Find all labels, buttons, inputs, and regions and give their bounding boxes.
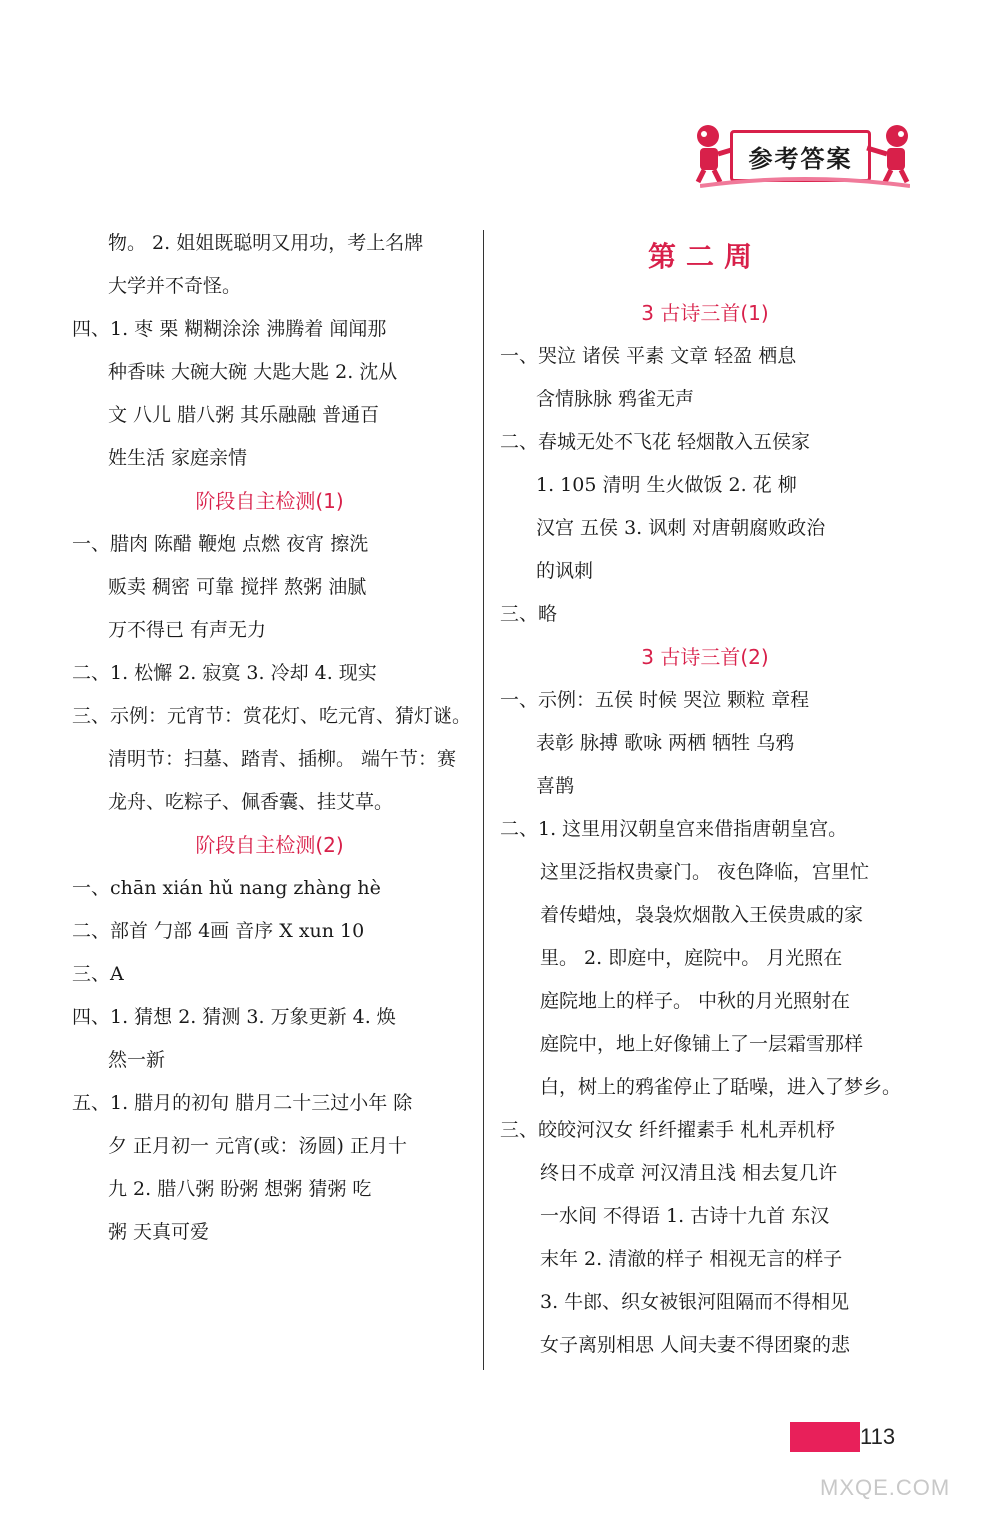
section-title: 阶段自主检测(2)	[195, 833, 344, 857]
page-number: 113	[860, 1424, 896, 1449]
answer-line: 三、示例：元宵节：赏花灯、吃元宵、猜灯谜。	[72, 705, 472, 727]
answer-line: 然一新	[108, 1049, 166, 1071]
answer-line: 夕 正月初一 元宵(或：汤圆) 正月十	[108, 1135, 407, 1157]
answer-line: 一、哭泣 诸侯 平素 文章 轻盈 栖息	[500, 345, 797, 367]
answer-line: 清明节：扫墓、踏青、插柳。 端午节：赛	[108, 748, 457, 770]
section-title: 第二周	[647, 240, 762, 273]
answer-line: 含情脉脉 鸦雀无声	[536, 388, 695, 410]
right-answer-column	[500, 222, 910, 1367]
answer-line: 九 2. 腊八粥 盼粥 想粥 猜粥 吃	[108, 1178, 372, 1200]
answer-line: 一、腊肉 陈醋 鞭炮 点燃 夜宵 擦洗	[72, 533, 369, 555]
answer-line: 庭院地上的样子。 中秋的月光照射在	[540, 990, 851, 1012]
answer-line: 一、示例：五侯 时候 哭泣 颗粒 章程	[500, 689, 810, 711]
answer-line: 二、春城无处不飞花 轻烟散入五侯家	[500, 431, 811, 453]
answer-line: 表彰 脉搏 歌咏 两栖 牺牲 乌鸦	[536, 732, 795, 754]
page-footer	[790, 1420, 930, 1454]
answer-line: 着传蜡烛，袅袅炊烟散入王侯贵戚的家	[540, 904, 864, 926]
answer-key-title: 参考答案	[730, 130, 871, 182]
section-title: 阶段自主检测(1)	[195, 489, 344, 513]
watermark: MXQE.COM	[820, 1475, 951, 1500]
answer-line: 二、1. 松懈 2. 寂寞 3. 冷却 4. 现实	[72, 662, 377, 684]
answer-line: 末年 2. 清澈的样子 相视无言的样子	[540, 1248, 843, 1270]
answer-line: 物。 2. 姐姐既聪明又用功，考上名牌	[108, 232, 424, 254]
section-title: 3 古诗三首(1)	[641, 301, 769, 325]
answer-line: 一水间 不得语 1. 古诗十九首 东汉	[540, 1205, 830, 1227]
answer-line: 1. 105 清明 生火做饭 2. 花 柳	[536, 474, 797, 496]
answer-line: 这里泛指权贵豪门。 夜色降临，宫里忙	[540, 861, 870, 883]
answer-line: 粥 天真可爱	[108, 1221, 210, 1243]
left-answer-column	[72, 222, 472, 1254]
answer-line: 喜鹊	[536, 775, 575, 797]
answer-line: 二、1. 这里用汉朝皇宫来借指唐朝皇宫。	[500, 818, 848, 840]
page-number-tab	[790, 1422, 860, 1452]
answer-line: 终日不成章 河汉清且浅 相去复几许	[540, 1162, 838, 1184]
answer-line: 大学并不奇怪。	[108, 275, 242, 297]
column-divider	[483, 230, 484, 1370]
answer-line: 四、1. 猜想 2. 猜测 3. 万象更新 4. 焕	[72, 1006, 396, 1028]
cartoon-figure-right-icon	[865, 122, 915, 184]
decorative-swoosh	[700, 176, 910, 190]
answer-line: 姓生活 家庭亲情	[108, 447, 248, 469]
answer-line: 汉宫 五侯 3. 讽刺 对唐朝腐败政治	[536, 517, 826, 539]
answer-line: 的讽刺	[536, 560, 594, 582]
answer-line: 三、略	[500, 603, 558, 625]
answer-line: 文 八儿 腊八粥 其乐融融 普通百	[108, 404, 380, 426]
answer-line: 三、A	[72, 963, 124, 985]
answer-line: 龙舟、吃粽子、佩香囊、挂艾草。	[108, 791, 394, 813]
answer-line: 万不得已 有声无力	[108, 619, 267, 641]
answer-line: 三、皎皎河汉女 纤纤擢素手 札札弄机杼	[500, 1119, 836, 1141]
answer-line: 里。 2. 即庭中，庭院中。 月光照在	[540, 947, 843, 969]
answer-line: 白，树上的鸦雀停止了聒噪，进入了梦乡。	[540, 1076, 902, 1098]
answer-line: 二、部首 勹部 4画 音序 X xun 10	[72, 920, 365, 942]
answer-line: 四、1. 枣 栗 糊糊涂涂 沸腾着 闻闻那	[72, 318, 387, 340]
answer-line: 五、1. 腊月的初旬 腊月二十三过小年 除	[72, 1092, 413, 1114]
answer-line: 庭院中，地上好像铺上了一层霜雪那样	[540, 1033, 864, 1055]
section-title: 3 古诗三首(2)	[641, 645, 769, 669]
answer-line: 贩卖 稠密 可靠 搅拌 熬粥 油腻	[108, 576, 367, 598]
answer-line: 种香味 大碗大碗 大匙大匙 2. 沈从	[108, 361, 398, 383]
answer-line: 一、chān xián hǔ nang zhàng hè	[72, 877, 381, 899]
answer-line: 3. 牛郎、织女被银河阻隔而不得相见	[540, 1291, 850, 1313]
answer-line: 女子离别相思 人间夫妻不得团聚的悲	[540, 1334, 851, 1356]
answer-key-badge	[690, 122, 915, 192]
